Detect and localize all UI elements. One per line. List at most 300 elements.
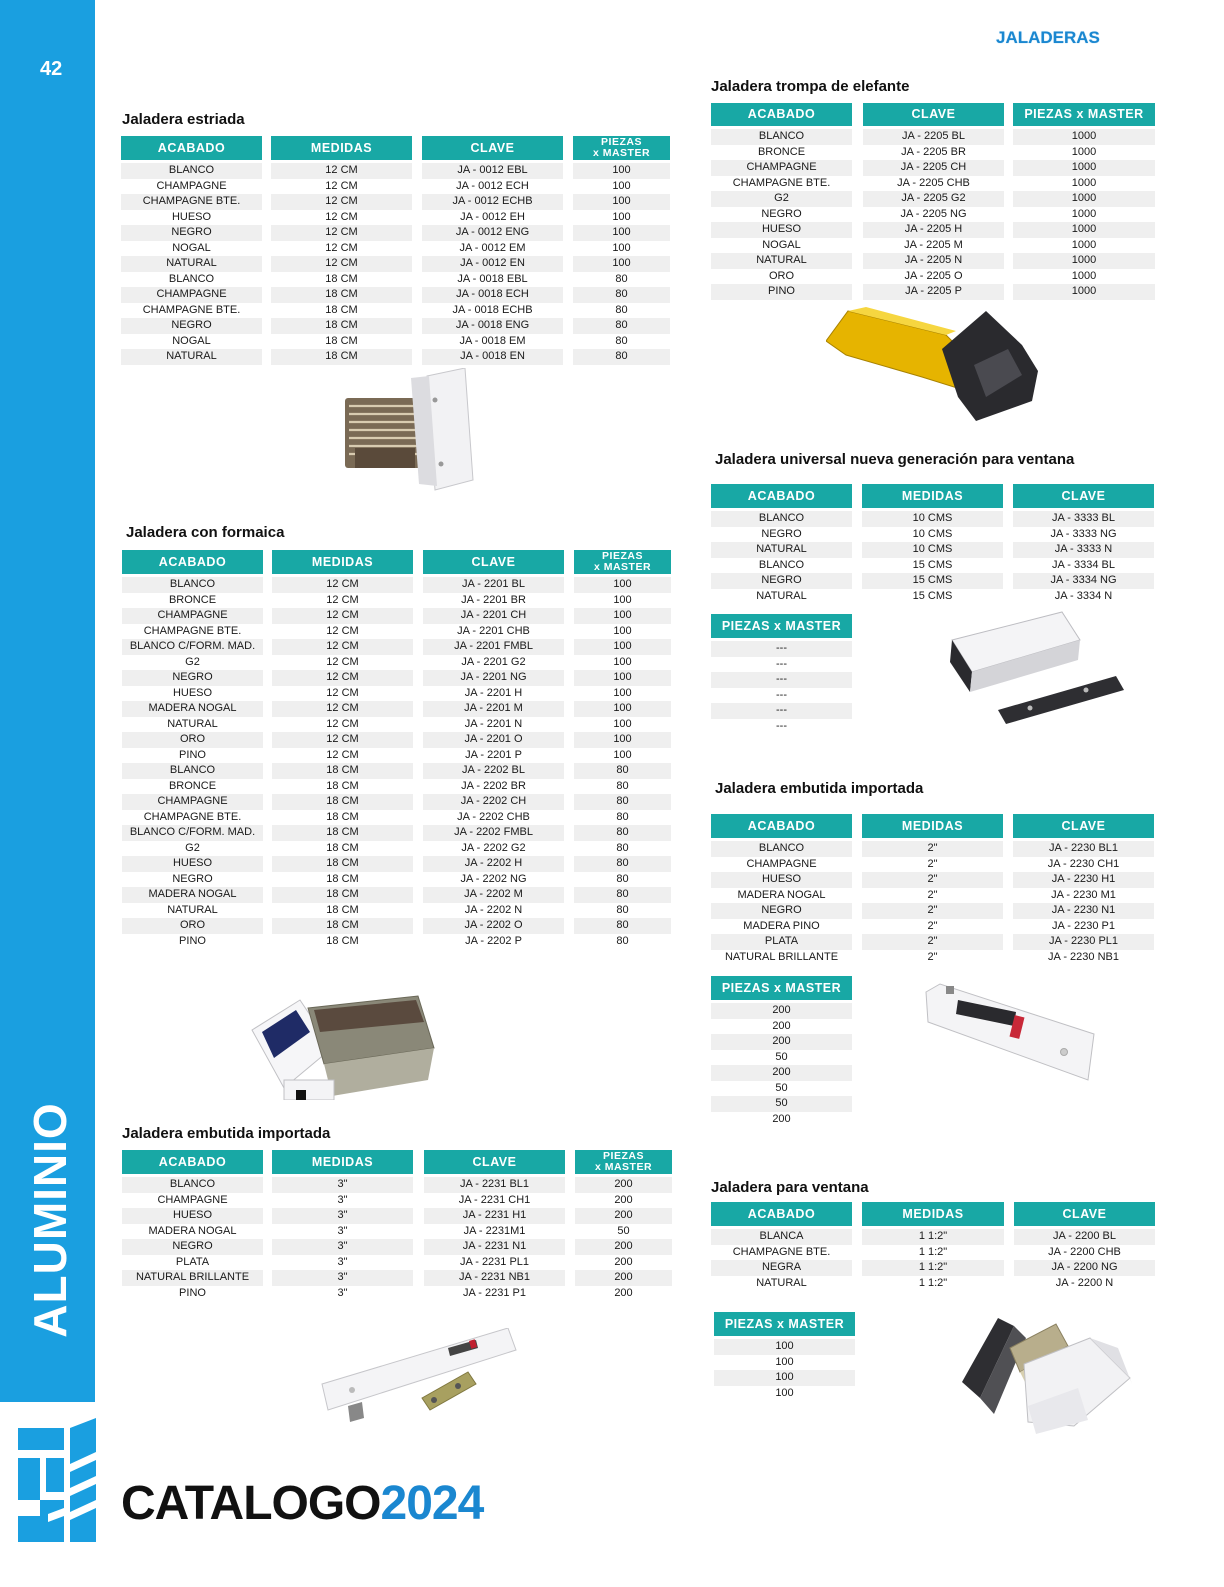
universal-piezas-col: [711, 614, 852, 734]
trompa-acabado-header: ACABADO: [711, 103, 852, 126]
ventana-clave-col: [1014, 1202, 1155, 1291]
formaica-acabado-rows: [122, 577, 263, 949]
table-cell: 18 CM: [272, 903, 413, 919]
table-cell: 80: [574, 918, 671, 934]
formaica-clave-col: [423, 550, 564, 949]
table-cell: 2": [862, 950, 1003, 966]
embutida-right-acabado-col: [711, 814, 852, 965]
formaica-medidas-header: MEDIDAS: [272, 550, 413, 574]
table-cell: BLANCO: [711, 129, 852, 145]
table-cell: NATURAL: [121, 256, 262, 272]
ventana-acabado-header: ACABADO: [711, 1202, 852, 1226]
universal-handle-image: [946, 610, 1128, 726]
table-cell: 12 CM: [272, 624, 413, 640]
table-cell: PINO: [122, 748, 263, 764]
table-cell: 18 CM: [271, 303, 412, 319]
table-cell: 1 1:2": [862, 1260, 1004, 1276]
embutida-right-clave-rows: [1013, 841, 1154, 965]
table-cell: 80: [573, 349, 670, 365]
embutida-right-medidas-rows: [862, 841, 1003, 965]
table-cell: 80: [574, 763, 671, 779]
ventana-clave-rows: [1014, 1229, 1155, 1291]
formaica-piezas-rows: [574, 577, 671, 949]
table-cell: 200: [711, 1034, 852, 1050]
table-cell: 1000: [1013, 129, 1155, 145]
table-cell: ---: [711, 641, 852, 657]
universal-medidas-header: MEDIDAS: [862, 484, 1003, 508]
trompa-acabado-rows: [711, 129, 852, 300]
table-cell: 18 CM: [271, 318, 412, 334]
catalog-word: CATALOGO: [121, 1477, 381, 1530]
table-cell: 1000: [1013, 207, 1155, 223]
table-cell: JA - 2205 N: [863, 253, 1004, 269]
table-cell: JA - 2201 P: [423, 748, 564, 764]
table-cell: ORO: [711, 269, 852, 285]
universal-acabado-header: ACABADO: [711, 484, 852, 508]
table-cell: JA - 2205 G2: [863, 191, 1004, 207]
table-cell: 80: [574, 779, 671, 795]
embutida-left-acabado-rows: [122, 1177, 263, 1301]
table-cell: BLANCO: [711, 511, 852, 527]
table-cell: JA - 2201 O: [423, 732, 564, 748]
trompa-piezas-header: PIEZAS x MASTER: [1013, 103, 1155, 126]
table-cell: JA - 2205 CH: [863, 160, 1004, 176]
table-cell: CHAMPAGNE: [711, 160, 852, 176]
table-cell: JA - 2231 P1: [424, 1286, 565, 1302]
table-cell: NEGRO: [711, 903, 852, 919]
table-cell: JA - 3334 NG: [1013, 573, 1154, 589]
estriada-medidas-header: MEDIDAS: [271, 136, 412, 160]
table-cell: JA - 2202 M: [423, 887, 564, 903]
table-cell: BLANCO: [711, 558, 852, 574]
table-cell: 100: [573, 194, 670, 210]
table-cell: 1000: [1013, 269, 1155, 285]
estriada-medidas-col: [271, 136, 412, 365]
formaica-piezas-header: [574, 550, 671, 574]
table-cell: 100: [574, 732, 671, 748]
table-cell: JA - 3333 NG: [1013, 527, 1154, 543]
table-cell: 12 CM: [271, 225, 412, 241]
piezas-line1: PIEZAS: [601, 136, 642, 148]
table-cell: 80: [573, 287, 670, 303]
estriada-medidas-rows: [271, 163, 412, 365]
formaica-piezas-col: [574, 550, 671, 949]
table-cell: JA - 2231 H1: [424, 1208, 565, 1224]
trompa-clave-col: [863, 103, 1004, 300]
embutida-right-piezas-col: [711, 976, 852, 1127]
table-cell: MADERA NOGAL: [122, 887, 263, 903]
table-cell: HUESO: [121, 210, 262, 226]
universal-clave-header: CLAVE: [1013, 484, 1154, 508]
ventana-handle-image: [958, 1318, 1136, 1436]
embutida-left-medidas-rows: [272, 1177, 413, 1301]
embutida-left-clave-header: CLAVE: [424, 1150, 565, 1174]
table-cell: JA - 2230 N1: [1013, 903, 1154, 919]
table-cell: NOGAL: [121, 334, 262, 350]
table-cell: BLANCO: [122, 1177, 263, 1193]
table-cell: JA - 2201 CHB: [423, 624, 564, 640]
table-cell: ORO: [122, 918, 263, 934]
table-cell: 1000: [1013, 253, 1155, 269]
table-cell: NEGRA: [711, 1260, 852, 1276]
formaica-title: Jaladera con formaica: [126, 524, 285, 541]
table-cell: MADERA NOGAL: [122, 1224, 263, 1240]
table-cell: JA - 2205 BR: [863, 145, 1004, 161]
table-cell: 2": [862, 857, 1003, 873]
universal-medidas-rows: [862, 511, 1003, 604]
table-cell: HUESO: [122, 856, 263, 872]
table-cell: CHAMPAGNE BTE.: [122, 624, 263, 640]
table-cell: NEGRO: [711, 527, 852, 543]
table-cell: NATURAL: [122, 903, 263, 919]
table-cell: PINO: [122, 934, 263, 950]
table-cell: 1000: [1013, 176, 1155, 192]
table-cell: JA - 2202 BR: [423, 779, 564, 795]
table-cell: 100: [574, 717, 671, 733]
table-cell: 100: [574, 624, 671, 640]
table-cell: JA - 2231 N1: [424, 1239, 565, 1255]
table-cell: 100: [574, 701, 671, 717]
table-cell: NEGRO: [121, 225, 262, 241]
universal-piezas-rows: [711, 641, 852, 734]
table-cell: 100: [714, 1355, 855, 1371]
table-cell: JA - 3333 BL: [1013, 511, 1154, 527]
embutida-right-piezas-header: PIEZAS x MASTER: [711, 976, 852, 1000]
table-cell: JA - 2202 H: [423, 856, 564, 872]
table-cell: BLANCO: [122, 577, 263, 593]
formaica-medidas-rows: [272, 577, 413, 949]
piezas-line2: x MASTER: [592, 147, 651, 159]
table-cell: JA - 0012 ECH: [422, 179, 563, 195]
table-cell: 200: [575, 1270, 672, 1286]
table-cell: 2": [862, 841, 1003, 857]
table-cell: 1000: [1013, 160, 1155, 176]
table-cell: BRONCE: [122, 779, 263, 795]
table-cell: JA - 2205 NG: [863, 207, 1004, 223]
table-cell: 100: [574, 686, 671, 702]
table-cell: 80: [574, 934, 671, 950]
table-cell: G2: [122, 655, 263, 671]
table-cell: CHAMPAGNE BTE.: [711, 1245, 852, 1261]
table-cell: 12 CM: [271, 194, 412, 210]
universal-clave-rows: [1013, 511, 1154, 604]
table-cell: JA - 2205 BL: [863, 129, 1004, 145]
table-cell: 15 CMS: [862, 558, 1003, 574]
table-cell: 1000: [1013, 284, 1155, 300]
table-cell: 12 CM: [272, 608, 413, 624]
table-cell: 18 CM: [272, 841, 413, 857]
table-cell: 18 CM: [272, 794, 413, 810]
table-cell: JA - 2231 PL1: [424, 1255, 565, 1271]
table-cell: 18 CM: [272, 887, 413, 903]
table-cell: 100: [573, 163, 670, 179]
table-cell: JA - 0018 ENG: [422, 318, 563, 334]
ventana-piezas-header: PIEZAS x MASTER: [714, 1312, 855, 1336]
table-cell: JA - 2230 P1: [1013, 919, 1154, 935]
table-cell: 2": [862, 872, 1003, 888]
table-cell: MADERA NOGAL: [122, 701, 263, 717]
embutida-left-piezas-header: [575, 1150, 672, 1174]
table-cell: 12 CM: [271, 241, 412, 257]
table-cell: 200: [575, 1208, 672, 1224]
embutida-left-clave-col: [424, 1150, 565, 1301]
embutida-right-acabado-rows: [711, 841, 852, 965]
embutida-right-medidas-header: MEDIDAS: [862, 814, 1003, 838]
table-cell: JA - 2231 NB1: [424, 1270, 565, 1286]
table-cell: 1000: [1013, 191, 1155, 207]
table-cell: 50: [575, 1224, 672, 1240]
table-cell: CHAMPAGNE BTE.: [121, 303, 262, 319]
table-cell: JA - 2231 BL1: [424, 1177, 565, 1193]
embutida-left-medidas-col: [272, 1150, 413, 1301]
table-cell: ORO: [122, 732, 263, 748]
table-cell: 80: [573, 318, 670, 334]
embutida-right-piezas-rows: [711, 1003, 852, 1127]
table-cell: 100: [573, 210, 670, 226]
table-cell: 100: [574, 655, 671, 671]
table-cell: JA - 2202 CH: [423, 794, 564, 810]
table-cell: JA - 2205 H: [863, 222, 1004, 238]
table-cell: 18 CM: [271, 287, 412, 303]
table-cell: 15 CMS: [862, 589, 1003, 605]
piezas-line2: x MASTER: [594, 1161, 653, 1173]
embutida-left-acabado-col: [122, 1150, 263, 1301]
trompa-piezas-col: [1013, 103, 1155, 300]
ventana-medidas-header: MEDIDAS: [862, 1202, 1004, 1226]
universal-clave-col: [1013, 484, 1154, 604]
table-cell: JA - 2200 NG: [1014, 1260, 1155, 1276]
table-cell: G2: [122, 841, 263, 857]
table-cell: BLANCO: [121, 272, 262, 288]
estriada-acabado-header: ACABADO: [121, 136, 262, 160]
table-cell: JA - 2231M1: [424, 1224, 565, 1240]
formaica-clave-header: CLAVE: [423, 550, 564, 574]
estriada-clave-col: [422, 136, 563, 365]
table-cell: 1 1:2": [862, 1245, 1004, 1261]
table-cell: 200: [575, 1193, 672, 1209]
table-cell: PLATA: [711, 934, 852, 950]
table-cell: JA - 2202 O: [423, 918, 564, 934]
table-cell: JA - 2202 BL: [423, 763, 564, 779]
table-cell: JA - 2202 NG: [423, 872, 564, 888]
embutida-left-clave-rows: [424, 1177, 565, 1301]
table-cell: 100: [714, 1370, 855, 1386]
table-cell: JA - 0012 EM: [422, 241, 563, 257]
embutida-left-acabado-header: ACABADO: [122, 1150, 263, 1174]
table-cell: 200: [711, 1112, 852, 1128]
table-cell: 80: [574, 841, 671, 857]
table-cell: MADERA PINO: [711, 919, 852, 935]
table-cell: 80: [573, 272, 670, 288]
embutida-right-clave-header: CLAVE: [1013, 814, 1154, 838]
table-cell: 10 CMS: [862, 527, 1003, 543]
table-cell: CHAMPAGNE: [711, 857, 852, 873]
embutida-right-handle-image: [924, 982, 1096, 1082]
table-cell: 80: [574, 887, 671, 903]
table-cell: JA - 3334 N: [1013, 589, 1154, 605]
table-cell: JA - 2205 O: [863, 269, 1004, 285]
embutida-left-piezas-rows: [575, 1177, 672, 1301]
table-cell: ---: [711, 719, 852, 735]
table-cell: JA - 0012 ENG: [422, 225, 563, 241]
table-cell: BLANCO: [121, 163, 262, 179]
trompa-piezas-rows: [1013, 129, 1155, 300]
estriada-clave-rows: [422, 163, 563, 365]
table-cell: 1000: [1013, 238, 1155, 254]
table-cell: 3": [272, 1255, 413, 1271]
table-cell: NEGRO: [711, 207, 852, 223]
table-cell: 100: [574, 670, 671, 686]
table-cell: JA - 2230 M1: [1013, 888, 1154, 904]
table-cell: HUESO: [122, 686, 263, 702]
table-cell: JA - 2201 BR: [423, 593, 564, 609]
table-cell: JA - 2201 G2: [423, 655, 564, 671]
table-cell: JA - 2230 H1: [1013, 872, 1154, 888]
estriada-acabado-col: [121, 136, 262, 365]
table-cell: JA - 0012 EBL: [422, 163, 563, 179]
ventana-title: Jaladera para ventana: [711, 1179, 869, 1196]
table-cell: 18 CM: [271, 334, 412, 350]
table-cell: 200: [575, 1286, 672, 1302]
table-cell: JA - 2200 CHB: [1014, 1245, 1155, 1261]
estriada-piezas-header: [573, 136, 670, 160]
table-cell: 10 CMS: [862, 511, 1003, 527]
catalog-year: 2024: [380, 1477, 484, 1530]
table-cell: 100: [573, 256, 670, 272]
table-cell: JA - 0018 EN: [422, 349, 563, 365]
universal-acabado-col: [711, 484, 852, 604]
trompa-acabado-col: [711, 103, 852, 300]
table-cell: 12 CM: [272, 686, 413, 702]
table-cell: 10 CMS: [862, 542, 1003, 558]
table-cell: BLANCO C/FORM. MAD.: [122, 639, 263, 655]
table-cell: BRONCE: [122, 593, 263, 609]
estriada-piezas-col: [573, 136, 670, 365]
estriada-acabado-rows: [121, 163, 262, 365]
table-cell: NEGRO: [121, 318, 262, 334]
table-cell: JA - 2230 PL1: [1013, 934, 1154, 950]
table-cell: CHAMPAGNE BTE.: [121, 194, 262, 210]
table-cell: 100: [574, 577, 671, 593]
table-cell: 18 CM: [272, 810, 413, 826]
table-cell: JA - 2205 M: [863, 238, 1004, 254]
embutida-left-handle-image: [318, 1328, 518, 1423]
trompa-clave-header: CLAVE: [863, 103, 1004, 126]
table-cell: JA - 2202 P: [423, 934, 564, 950]
ventana-clave-header: CLAVE: [1014, 1202, 1155, 1226]
formaica-handle-image: [248, 988, 438, 1100]
table-cell: NEGRO: [122, 872, 263, 888]
table-cell: BLANCO C/FORM. MAD.: [122, 825, 263, 841]
table-cell: 100: [574, 639, 671, 655]
table-cell: 15 CMS: [862, 573, 1003, 589]
embutida-right-clave-col: [1013, 814, 1154, 965]
table-cell: 12 CM: [272, 577, 413, 593]
table-cell: 12 CM: [272, 670, 413, 686]
table-cell: JA - 3333 N: [1013, 542, 1154, 558]
estriada-title: Jaladera estriada: [122, 111, 245, 128]
table-cell: 3": [272, 1193, 413, 1209]
table-cell: JA - 0018 EM: [422, 334, 563, 350]
table-cell: PLATA: [122, 1255, 263, 1271]
trompa-handle-image: [826, 305, 1040, 423]
table-cell: PINO: [122, 1286, 263, 1302]
table-cell: 100: [573, 225, 670, 241]
table-cell: JA - 2230 NB1: [1013, 950, 1154, 966]
table-cell: HUESO: [122, 1208, 263, 1224]
embutida-right-medidas-col: [862, 814, 1003, 965]
table-cell: 80: [574, 872, 671, 888]
embutida-right-acabado-header: ACABADO: [711, 814, 852, 838]
table-cell: BLANCA: [711, 1229, 852, 1245]
table-cell: 12 CM: [271, 179, 412, 195]
table-cell: CHAMPAGNE BTE.: [711, 176, 852, 192]
table-cell: 3": [272, 1286, 413, 1302]
embutida-right-title: Jaladera embutida importada: [715, 780, 924, 797]
table-cell: CHAMPAGNE: [121, 287, 262, 303]
table-cell: 12 CM: [272, 748, 413, 764]
table-cell: 18 CM: [272, 856, 413, 872]
table-cell: CHAMPAGNE: [122, 608, 263, 624]
formaica-medidas-col: [272, 550, 413, 949]
table-cell: JA - 0012 EH: [422, 210, 563, 226]
table-cell: ---: [711, 703, 852, 719]
ventana-acabado-rows: [711, 1229, 852, 1291]
table-cell: 3": [272, 1177, 413, 1193]
table-cell: NATURAL BRILLANTE: [711, 950, 852, 966]
table-cell: 100: [714, 1339, 855, 1355]
table-cell: NATURAL BRILLANTE: [122, 1270, 263, 1286]
table-cell: JA - 2231 CH1: [424, 1193, 565, 1209]
table-cell: 12 CM: [272, 655, 413, 671]
table-cell: 100: [573, 179, 670, 195]
table-cell: JA - 0012 EN: [422, 256, 563, 272]
universal-acabado-rows: [711, 511, 852, 604]
table-cell: 80: [574, 856, 671, 872]
table-cell: 200: [711, 1003, 852, 1019]
table-cell: 100: [714, 1386, 855, 1402]
ventana-piezas-rows: [714, 1339, 855, 1401]
table-cell: 12 CM: [272, 732, 413, 748]
embutida-left-title: Jaladera embutida importada: [122, 1125, 331, 1142]
universal-medidas-col: [862, 484, 1003, 604]
table-cell: NATURAL: [121, 349, 262, 365]
table-cell: 100: [574, 748, 671, 764]
catalog-title: [121, 1476, 483, 1531]
table-cell: 3": [272, 1224, 413, 1240]
trompa-clave-rows: [863, 129, 1004, 300]
table-cell: JA - 0012 ECHB: [422, 194, 563, 210]
table-cell: 12 CM: [272, 717, 413, 733]
table-cell: JA - 2202 G2: [423, 841, 564, 857]
table-cell: JA - 2202 FMBL: [423, 825, 564, 841]
table-cell: 80: [573, 303, 670, 319]
table-cell: JA - 0018 ECH: [422, 287, 563, 303]
table-cell: 50: [711, 1096, 852, 1112]
side-label-text: ALUMINIO: [24, 1102, 76, 1338]
table-cell: 1000: [1013, 145, 1155, 161]
table-cell: 50: [711, 1050, 852, 1066]
table-cell: 18 CM: [272, 934, 413, 950]
table-cell: HUESO: [711, 222, 852, 238]
table-cell: JA - 2201 H: [423, 686, 564, 702]
table-cell: NATURAL: [122, 717, 263, 733]
table-cell: NATURAL: [711, 542, 852, 558]
table-cell: 200: [575, 1255, 672, 1271]
table-cell: JA - 2230 CH1: [1013, 857, 1154, 873]
table-cell: 12 CM: [272, 639, 413, 655]
table-cell: 200: [575, 1177, 672, 1193]
